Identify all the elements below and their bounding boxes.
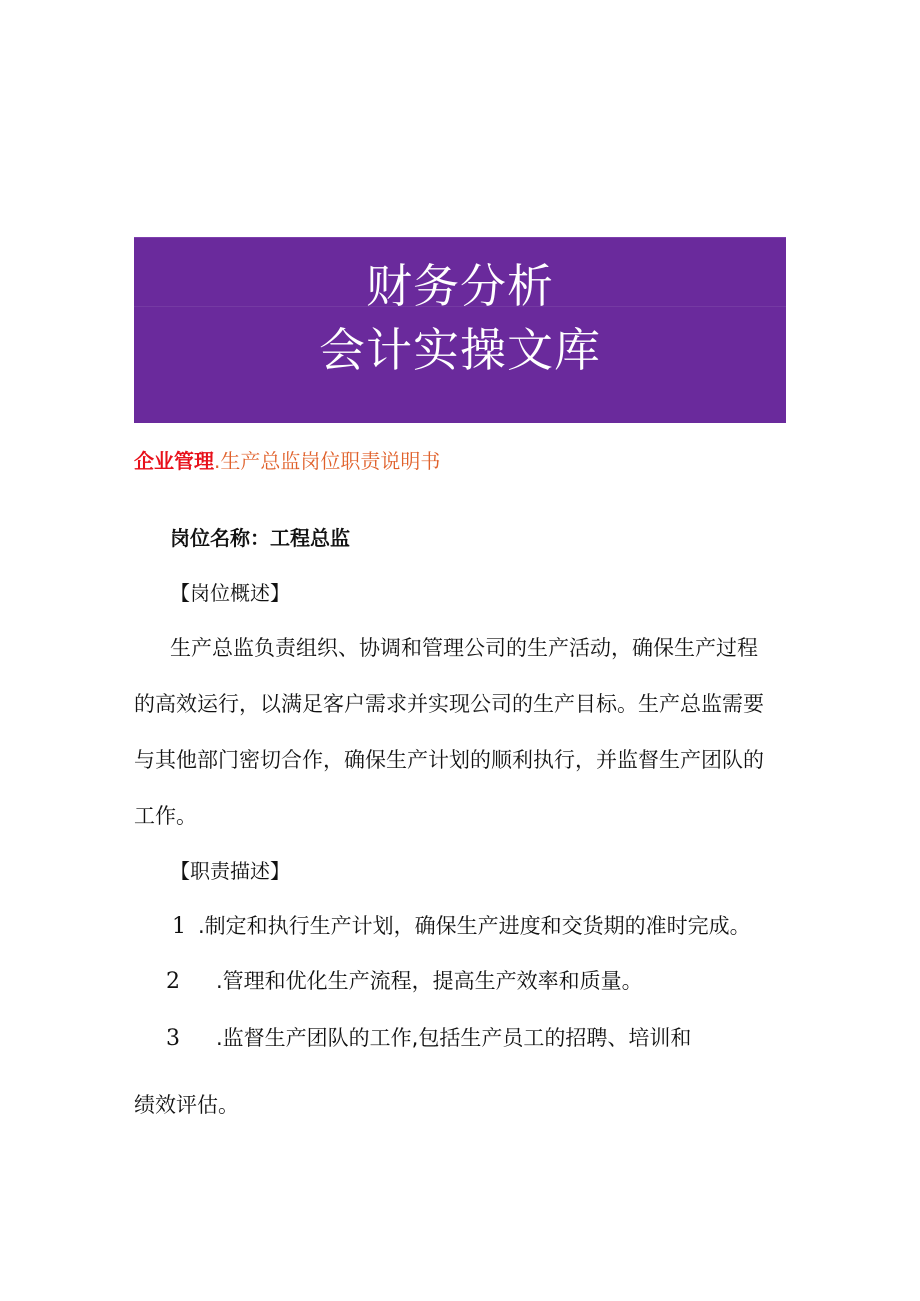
duty-item-continuation: 绩效评估。 xyxy=(134,1093,239,1117)
duty-text: .监督生产团队的工作,包括生产员工的招聘、培训和 xyxy=(216,1026,692,1050)
duty-number: 3 xyxy=(166,1026,180,1051)
duty-number: 1 xyxy=(172,914,186,939)
duty-text: .制定和执行生产计划，确保生产进度和交货期的准时完成。 xyxy=(198,914,751,938)
header-banner xyxy=(134,237,786,423)
duty-item xyxy=(166,967,643,996)
overview-line: 与其他部门密切合作，确保生产计划的顺利执行，并监督生产团队的 xyxy=(134,748,764,772)
overview-line: 工作。 xyxy=(134,804,197,828)
banner-title-line1: 财务分析 xyxy=(366,259,554,313)
document-title xyxy=(134,447,440,475)
document-category: 企业管理 xyxy=(134,449,214,473)
document-name: 生产总监岗位职责说明书 xyxy=(220,449,441,473)
banner-title-line2: 会计实操文库 xyxy=(319,323,601,377)
duties-heading: 【职责描述】 xyxy=(170,859,290,883)
title-separator: . xyxy=(214,449,221,473)
position-name: 岗位名称：工程总监 xyxy=(170,526,350,550)
overview-heading: 【岗位概述】 xyxy=(170,581,290,605)
duty-number: 2 xyxy=(166,969,180,994)
duty-item xyxy=(172,912,751,941)
overview-line: 生产总监负责组织、协调和管理公司的生产活动，确保生产过程 xyxy=(170,636,758,660)
duty-text: .管理和优化生产流程，提高生产效率和质量。 xyxy=(216,969,643,993)
overview-line: 的高效运行，以满足客户需求并实现公司的生产目标。生产总监需要 xyxy=(134,692,764,716)
duty-item xyxy=(166,1024,691,1053)
